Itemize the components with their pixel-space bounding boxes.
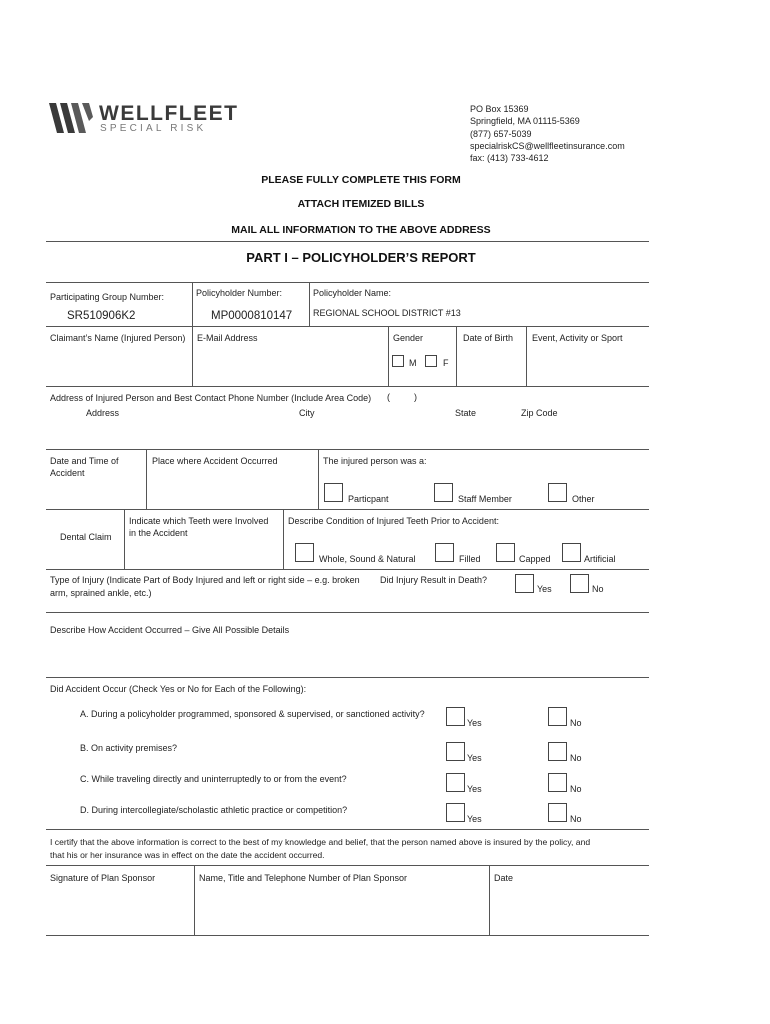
occur-c-no-checkbox[interactable] — [548, 773, 567, 792]
occur-item-text: A. During a policyholder programmed, sponsored & supervised, or sanctioned activity? — [80, 709, 425, 719]
gender-f-label: F — [443, 358, 449, 368]
occur-c-yes-checkbox[interactable] — [446, 773, 465, 792]
staff-checkbox[interactable] — [434, 483, 453, 502]
company-subtitle: SPECIAL RISK — [100, 123, 207, 134]
occur-b-no-checkbox[interactable] — [548, 742, 567, 761]
claimant-name-label: Claimant’s Name (Injured Person) — [50, 333, 186, 343]
dental-claim-label: Dental Claim — [60, 532, 112, 542]
company-name: WELLFLEET — [99, 102, 239, 125]
occur-a-yes-label: Yes — [467, 718, 482, 728]
occur-a-no-label: No — [570, 718, 582, 728]
certify-line-1: I certify that the above information is correct to the best of my knowledge and belief, that the person named above is insured by the policy, and — [50, 837, 591, 847]
accident-datetime-label-2: Accident — [50, 468, 85, 478]
occur-b-no-label: No — [570, 753, 582, 763]
phone-close-paren: ) — [414, 392, 417, 402]
gender-m-checkbox[interactable] — [392, 355, 404, 367]
zip-label: Zip Code — [521, 408, 558, 418]
phone-open-paren: ( — [387, 392, 390, 402]
filled-label: Filled — [459, 554, 481, 564]
occur-d-yes-label: Yes — [467, 814, 482, 824]
address-main-label: Address of Injured Person and Best Contact Phone Number (Include Area Code) — [50, 393, 372, 403]
artificial-checkbox[interactable] — [562, 543, 581, 562]
contact-block — [470, 103, 625, 164]
email-label: E-Mail Address — [197, 333, 258, 343]
contact-city: Springfield, MA 01115-5369 — [470, 116, 580, 127]
occur-d-no-checkbox[interactable] — [548, 803, 567, 822]
gender-m-label: M — [409, 358, 417, 368]
contact-fax: fax: (413) 733-4612 — [470, 153, 549, 164]
accident-place-label: Place where Accident Occurred — [152, 456, 278, 466]
death-no-checkbox[interactable] — [570, 574, 589, 593]
artificial-label: Artificial — [584, 554, 616, 564]
event-label: Event, Activity or Sport — [532, 333, 623, 343]
dob-label: Date of Birth — [463, 333, 514, 343]
instruction-mail: MAIL ALL INFORMATION TO THE ABOVE ADDRESS — [231, 224, 491, 236]
teeth-condition-label: Describe Condition of Injured Teeth Prior to Accident: — [288, 516, 499, 526]
gender-label: Gender — [393, 333, 424, 343]
occur-d-yes-checkbox[interactable] — [446, 803, 465, 822]
occur-a-yes-checkbox[interactable] — [446, 707, 465, 726]
part1-title: PART I – POLICYHOLDER’S REPORT — [246, 250, 476, 265]
instruction-attach: ATTACH ITEMIZED BILLS — [297, 198, 425, 210]
state-label: State — [455, 408, 477, 418]
teeth-label-1: Indicate which Teeth were Involved — [129, 516, 269, 526]
occur-a-no-checkbox[interactable] — [548, 707, 567, 726]
occur-d-no-label: No — [570, 814, 582, 824]
policyholder-name-value[interactable]: REGIONAL SCHOOL DISTRICT #13 — [313, 308, 461, 318]
contact-po-box: PO Box 15369 — [470, 104, 529, 114]
address-label: Address — [86, 408, 120, 418]
signature-date-label: Date — [494, 873, 514, 883]
injury-type-label-2: arm, sprained ankle, etc.) — [50, 588, 152, 598]
other-checkbox[interactable] — [548, 483, 567, 502]
instruction-complete: PLEASE FULLY COMPLETE THIS FORM — [261, 174, 461, 186]
gender-f-checkbox[interactable] — [425, 355, 437, 367]
city-label: City — [299, 408, 315, 418]
occur-c-yes-label: Yes — [467, 784, 482, 794]
staff-label: Staff Member — [458, 494, 512, 504]
capped-checkbox[interactable] — [496, 543, 515, 562]
policyholder-number-value[interactable]: MP0000810147 — [211, 310, 293, 322]
injury-type-label-1: Type of Injury (Indicate Part of Body Injured and left or right side – e.g. broken — [50, 575, 360, 585]
contact-phone: (877) 657-5039 — [470, 128, 532, 139]
occur-item-text: B. On activity premises? — [80, 743, 178, 753]
group-number-label: Participating Group Number: — [50, 292, 165, 302]
group-number-value[interactable]: SR510906K2 — [67, 310, 136, 322]
describe-label: Describe How Accident Occurred – Give All Possible Details — [50, 625, 290, 635]
policyholder-name-label: Policyholder Name: — [313, 288, 392, 298]
sponsor-name-title-label: Name, Title and Telephone Number of Plan Sponsor — [199, 873, 407, 883]
other-label: Other — [572, 494, 595, 504]
whole-checkbox[interactable] — [295, 543, 314, 562]
occur-item-text: C. While traveling directly and uninterruptedly to or from the event? — [80, 774, 347, 784]
teeth-label-2: in the Accident — [129, 528, 188, 538]
capped-label: Capped — [519, 554, 551, 564]
participant-checkbox[interactable] — [324, 483, 343, 502]
wellfleet-logo-icon — [49, 101, 93, 135]
occur-c-no-label: No — [570, 784, 582, 794]
participant-label: Particpant — [348, 494, 389, 504]
death-yes-checkbox[interactable] — [515, 574, 534, 593]
injured-was-label: The injured person was a: — [323, 456, 427, 466]
whole-label: Whole, Sound & Natural — [319, 554, 416, 564]
certify-line-2: that his or her insurance was in effect on the date the accident occurred. — [50, 850, 325, 860]
death-yes-label: Yes — [537, 584, 552, 594]
death-no-label: No — [592, 584, 604, 594]
accident-datetime-label-1: Date and Time of — [50, 456, 119, 466]
occur-item-text: D. During intercollegiate/scholastic athletic practice or competition? — [80, 805, 348, 815]
occur-b-yes-label: Yes — [467, 753, 482, 763]
occur-label: Did Accident Occur (Check Yes or No for Each of the Following): — [50, 684, 307, 694]
filled-checkbox[interactable] — [435, 543, 454, 562]
occur-b-yes-checkbox[interactable] — [446, 742, 465, 761]
policyholder-number-label: Policyholder Number: — [196, 288, 283, 298]
contact-email[interactable]: specialriskCS@wellfleetinsurance.com — [470, 140, 625, 151]
sponsor-signature-label: Signature of Plan Sponsor — [50, 873, 156, 883]
death-label: Did Injury Result in Death? — [380, 575, 488, 585]
